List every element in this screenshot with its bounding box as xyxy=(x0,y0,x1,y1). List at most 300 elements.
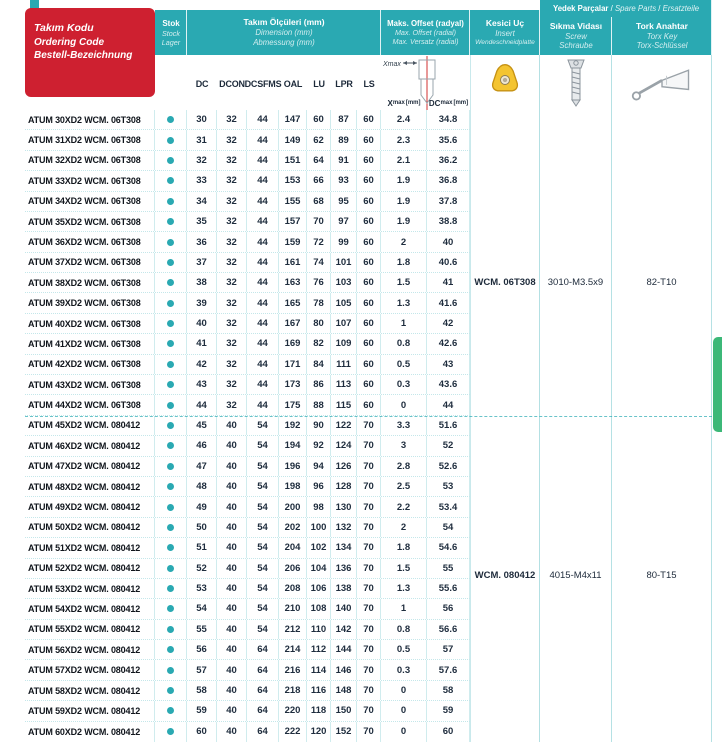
value-cell: 70 xyxy=(357,559,381,578)
value-cell: 52 xyxy=(187,559,217,578)
value-cell: 60 xyxy=(357,273,381,292)
value-cell: 2 xyxy=(381,518,427,537)
value-cell: 58 xyxy=(427,681,470,700)
value-cell: 146 xyxy=(331,660,357,679)
stock-dot xyxy=(167,728,174,735)
stock-cell xyxy=(155,620,187,639)
value-cell: 96 xyxy=(307,477,331,496)
value-cell: 212 xyxy=(279,620,307,639)
table-row xyxy=(25,375,470,395)
value-cell: 60 xyxy=(427,722,470,742)
table-row xyxy=(25,192,470,212)
value-cell: 45 xyxy=(187,416,217,435)
value-cell: 32 xyxy=(217,395,247,414)
value-cell: 2.2 xyxy=(381,497,427,516)
stock-cell xyxy=(155,273,187,292)
table-row xyxy=(25,660,470,680)
value-cell: 2.3 xyxy=(381,130,427,149)
value-cell: 1 xyxy=(381,599,427,618)
value-cell: 57 xyxy=(187,660,217,679)
value-cell: 40 xyxy=(217,416,247,435)
value-cell: 70 xyxy=(357,518,381,537)
value-cell: 72 xyxy=(307,232,331,251)
stock-dot xyxy=(167,483,174,490)
value-cell: 167 xyxy=(279,314,307,333)
value-cell: 44 xyxy=(247,130,279,149)
tool-code: ATUM 34XD2 WCM. 06T308 xyxy=(25,192,155,211)
value-cell: 70 xyxy=(357,497,381,516)
value-cell: 51.6 xyxy=(427,416,470,435)
screw-group-1: 3010-M3.5x9 xyxy=(547,277,604,288)
value-cell: 2.8 xyxy=(381,457,427,476)
table-row xyxy=(25,497,470,517)
value-cell: 32 xyxy=(217,130,247,149)
value-cell: 140 xyxy=(331,599,357,618)
value-cell: 40 xyxy=(217,620,247,639)
table-row xyxy=(25,212,470,232)
tool-code: ATUM 50XD2 WCM. 080412 xyxy=(25,518,155,537)
stock-dot xyxy=(167,687,174,694)
tool-code: ATUM 54XD2 WCM. 080412 xyxy=(25,599,155,618)
value-cell: 200 xyxy=(279,497,307,516)
header-insert: Kesici Uç Insert Wendeschneidplatte xyxy=(470,10,540,55)
value-cell: 1.9 xyxy=(381,212,427,231)
value-cell: 116 xyxy=(307,681,331,700)
value-cell: 60 xyxy=(357,334,381,353)
value-cell: 152 xyxy=(331,722,357,742)
value-cell: 60 xyxy=(187,722,217,742)
value-cell: 86 xyxy=(307,375,331,394)
col-header-oal: OAL xyxy=(283,79,303,89)
value-cell: 1.5 xyxy=(381,273,427,292)
value-cell: 1.9 xyxy=(381,171,427,190)
table-row xyxy=(25,579,470,599)
value-cell: 41 xyxy=(427,273,470,292)
stock-dot xyxy=(167,422,174,429)
stock-cell xyxy=(155,681,187,700)
value-cell: 54 xyxy=(247,579,279,598)
table-row xyxy=(25,293,470,313)
table-row xyxy=(25,681,470,701)
group-separator xyxy=(25,416,712,417)
stock-dot xyxy=(167,198,174,205)
value-cell: 32 xyxy=(217,293,247,312)
value-cell: 89 xyxy=(331,130,357,149)
value-cell: 36.2 xyxy=(427,151,470,170)
value-cell: 80 xyxy=(307,314,331,333)
value-cell: 40 xyxy=(217,640,247,659)
value-cell: 102 xyxy=(307,538,331,557)
value-cell: 87 xyxy=(331,110,357,129)
value-cell: 54 xyxy=(247,497,279,516)
value-cell: 70 xyxy=(357,701,381,720)
stock-cell xyxy=(155,416,187,435)
value-cell: 0.3 xyxy=(381,660,427,679)
tool-code: ATUM 57XD2 WCM. 080412 xyxy=(25,660,155,679)
screw-icon xyxy=(564,58,588,108)
value-cell: 220 xyxy=(279,701,307,720)
header-torx-key: Tork Anahtar Torx Key Torx-Schlüssel xyxy=(612,17,712,55)
tool-code: ATUM 44XD2 WCM. 06T308 xyxy=(25,395,155,414)
value-cell: 2.4 xyxy=(381,110,427,129)
value-cell: 44 xyxy=(247,192,279,211)
value-cell: 54 xyxy=(247,477,279,496)
table-row xyxy=(25,701,470,721)
value-cell: 64 xyxy=(247,681,279,700)
insert-group-2: WCM. 080412 xyxy=(474,570,536,581)
value-cell: 60 xyxy=(357,314,381,333)
value-cell: 53 xyxy=(427,477,470,496)
stock-cell xyxy=(155,477,187,496)
value-cell: 53.4 xyxy=(427,497,470,516)
value-cell: 60 xyxy=(357,151,381,170)
value-cell: 147 xyxy=(279,110,307,129)
value-cell: 43 xyxy=(187,375,217,394)
value-cell: 60 xyxy=(357,232,381,251)
value-cell: 206 xyxy=(279,559,307,578)
value-cell: 68 xyxy=(307,192,331,211)
value-cell: 32 xyxy=(217,232,247,251)
table-row xyxy=(25,416,470,436)
value-cell: 54 xyxy=(247,538,279,557)
stock-dot xyxy=(167,320,174,327)
value-cell: 60 xyxy=(307,110,331,129)
insert-group-1: WCM. 06T308 xyxy=(474,277,536,288)
value-cell: 163 xyxy=(279,273,307,292)
insert-column xyxy=(470,55,540,742)
value-cell: 44 xyxy=(247,232,279,251)
value-cell: 1.5 xyxy=(381,559,427,578)
value-cell: 106 xyxy=(307,579,331,598)
table-row xyxy=(25,232,470,252)
value-cell: 40 xyxy=(217,518,247,537)
value-cell: 157 xyxy=(279,212,307,231)
value-cell: 110 xyxy=(307,620,331,639)
value-cell: 0.5 xyxy=(381,640,427,659)
value-cell: 214 xyxy=(279,640,307,659)
value-cell: 149 xyxy=(279,130,307,149)
value-cell: 54 xyxy=(247,416,279,435)
value-cell: 44 xyxy=(247,375,279,394)
value-cell: 32 xyxy=(217,171,247,190)
value-cell: 44 xyxy=(247,293,279,312)
value-cell: 0.3 xyxy=(381,375,427,394)
value-cell: 49 xyxy=(187,497,217,516)
value-cell: 151 xyxy=(279,151,307,170)
value-cell: 97 xyxy=(331,212,357,231)
value-cell: 62 xyxy=(307,130,331,149)
tool-code: ATUM 52XD2 WCM. 080412 xyxy=(25,559,155,578)
tool-code: ATUM 45XD2 WCM. 080412 xyxy=(25,416,155,435)
stock-cell xyxy=(155,232,187,251)
value-cell: 36.8 xyxy=(427,171,470,190)
tool-code: ATUM 35XD2 WCM. 06T308 xyxy=(25,212,155,231)
value-cell: 138 xyxy=(331,579,357,598)
stock-cell xyxy=(155,457,187,476)
value-cell: 64 xyxy=(247,660,279,679)
value-cell: 150 xyxy=(331,701,357,720)
value-cell: 126 xyxy=(331,457,357,476)
col-header-lpr: LPR xyxy=(335,79,353,89)
value-cell: 51 xyxy=(187,538,217,557)
value-cell: 64 xyxy=(247,701,279,720)
value-cell: 0 xyxy=(381,722,427,742)
value-cell: 202 xyxy=(279,518,307,537)
value-cell: 44 xyxy=(247,171,279,190)
value-cell: 56 xyxy=(187,640,217,659)
value-cell: 173 xyxy=(279,375,307,394)
value-cell: 40 xyxy=(217,538,247,557)
stock-dot xyxy=(167,137,174,144)
value-cell: 120 xyxy=(307,722,331,742)
value-cell: 56.6 xyxy=(427,620,470,639)
value-cell: 44 xyxy=(247,151,279,170)
stock-dot xyxy=(167,157,174,164)
value-cell: 198 xyxy=(279,477,307,496)
value-cell: 32 xyxy=(217,334,247,353)
value-cell: 60 xyxy=(357,395,381,414)
stock-cell xyxy=(155,151,187,170)
value-cell: 42 xyxy=(187,355,217,374)
value-cell: 64 xyxy=(307,151,331,170)
value-cell: 165 xyxy=(279,293,307,312)
stock-dot xyxy=(167,300,174,307)
value-cell: 0.5 xyxy=(381,355,427,374)
value-cell: 47 xyxy=(187,457,217,476)
value-cell: 1.3 xyxy=(381,293,427,312)
value-cell: 101 xyxy=(331,253,357,272)
stock-dot xyxy=(167,259,174,266)
value-cell: 44 xyxy=(247,212,279,231)
value-cell: 94 xyxy=(307,457,331,476)
tool-code: ATUM 60XD2 WCM. 080412 xyxy=(25,722,155,742)
value-cell: 136 xyxy=(331,559,357,578)
value-cell: 48 xyxy=(187,477,217,496)
tool-code: ATUM 40XD2 WCM. 06T308 xyxy=(25,314,155,333)
value-cell: 216 xyxy=(279,660,307,679)
value-cell: 59 xyxy=(187,701,217,720)
value-cell: 54 xyxy=(247,620,279,639)
value-cell: 169 xyxy=(279,334,307,353)
value-cell: 40 xyxy=(217,681,247,700)
value-cell: 42.6 xyxy=(427,334,470,353)
stock-cell xyxy=(155,192,187,211)
value-cell: 60 xyxy=(357,171,381,190)
value-cell: 2 xyxy=(381,232,427,251)
stock-cell xyxy=(155,660,187,679)
value-cell: 50 xyxy=(187,518,217,537)
value-cell: 118 xyxy=(307,701,331,720)
torx-key-icon xyxy=(630,64,694,104)
value-cell: 70 xyxy=(357,436,381,455)
value-cell: 40 xyxy=(217,436,247,455)
value-cell: 76 xyxy=(307,273,331,292)
value-cell: 34.8 xyxy=(427,110,470,129)
stock-cell xyxy=(155,212,187,231)
value-cell: 114 xyxy=(307,660,331,679)
value-cell: 74 xyxy=(307,253,331,272)
value-cell: 70 xyxy=(357,660,381,679)
tool-code: ATUM 30XD2 WCM. 06T308 xyxy=(25,110,155,129)
value-cell: 40 xyxy=(217,599,247,618)
value-cell: 58 xyxy=(187,681,217,700)
table-row xyxy=(25,477,470,497)
value-cell: 39 xyxy=(187,293,217,312)
stock-dot xyxy=(167,565,174,572)
stock-cell xyxy=(155,436,187,455)
value-cell: 36 xyxy=(187,232,217,251)
stock-dot xyxy=(167,524,174,531)
page-edge-tab xyxy=(713,337,722,432)
value-cell: 222 xyxy=(279,722,307,742)
stock-cell xyxy=(155,497,187,516)
value-cell: 40 xyxy=(187,314,217,333)
value-cell: 0 xyxy=(381,681,427,700)
stock-cell xyxy=(155,314,187,333)
value-cell: 91 xyxy=(331,151,357,170)
stock-dot xyxy=(167,402,174,409)
table-row xyxy=(25,620,470,640)
table-row xyxy=(25,110,470,130)
table-row xyxy=(25,559,470,579)
value-cell: 111 xyxy=(331,355,357,374)
value-cell: 148 xyxy=(331,681,357,700)
tool-code: ATUM 31XD2 WCM. 06T308 xyxy=(25,130,155,149)
value-cell: 55 xyxy=(427,559,470,578)
value-cell: 40 xyxy=(217,457,247,476)
value-cell: 41 xyxy=(187,334,217,353)
header-stock: Stok Stock Lager xyxy=(155,10,187,55)
value-cell: 0 xyxy=(381,395,427,414)
value-cell: 132 xyxy=(331,518,357,537)
value-cell: 40 xyxy=(217,497,247,516)
value-cell: 44 xyxy=(247,395,279,414)
stock-cell xyxy=(155,579,187,598)
stock-cell xyxy=(155,701,187,720)
value-cell: 112 xyxy=(307,640,331,659)
stock-dot xyxy=(167,116,174,123)
value-cell: 142 xyxy=(331,620,357,639)
value-cell: 70 xyxy=(357,477,381,496)
value-cell: 109 xyxy=(331,334,357,353)
value-cell: 56 xyxy=(427,599,470,618)
stock-dot xyxy=(167,442,174,449)
value-cell: 40 xyxy=(217,660,247,679)
value-cell: 1.9 xyxy=(381,192,427,211)
value-cell: 33 xyxy=(187,171,217,190)
value-cell: 32 xyxy=(217,212,247,231)
table-row xyxy=(25,273,470,293)
value-cell: 59 xyxy=(427,701,470,720)
value-cell: 32 xyxy=(217,375,247,394)
value-cell: 52 xyxy=(427,436,470,455)
stock-cell xyxy=(155,171,187,190)
value-cell: 0 xyxy=(381,701,427,720)
value-cell: 122 xyxy=(331,416,357,435)
value-cell: 44 xyxy=(247,334,279,353)
stock-cell xyxy=(155,599,187,618)
stock-dot xyxy=(167,667,174,674)
value-cell: 60 xyxy=(357,130,381,149)
value-cell: 38.8 xyxy=(427,212,470,231)
stock-cell xyxy=(155,538,187,557)
value-cell: 88 xyxy=(307,395,331,414)
table-row xyxy=(25,395,470,415)
value-cell: 210 xyxy=(279,599,307,618)
table-body xyxy=(25,110,470,742)
stock-cell xyxy=(155,395,187,414)
table-row xyxy=(25,457,470,477)
table-row xyxy=(25,722,470,742)
table-row xyxy=(25,436,470,456)
value-cell: 40 xyxy=(217,701,247,720)
value-cell: 70 xyxy=(357,579,381,598)
value-cell: 57 xyxy=(427,640,470,659)
col-header-lu: LU xyxy=(313,79,325,89)
stock-dot xyxy=(167,361,174,368)
value-cell: 54 xyxy=(247,599,279,618)
tool-code: ATUM 32XD2 WCM. 06T308 xyxy=(25,151,155,170)
tool-code: ATUM 46XD2 WCM. 080412 xyxy=(25,436,155,455)
value-cell: 115 xyxy=(331,395,357,414)
value-cell: 44 xyxy=(247,314,279,333)
value-cell: 54 xyxy=(247,518,279,537)
stock-cell xyxy=(155,518,187,537)
diagram-xmax-label: Xmax xyxy=(383,61,401,68)
value-cell: 155 xyxy=(279,192,307,211)
ordering-code-title-tr: Takım Kodu xyxy=(34,22,94,34)
value-cell: 31 xyxy=(187,130,217,149)
stock-dot xyxy=(167,605,174,612)
value-cell: 40 xyxy=(427,232,470,251)
value-cell: 161 xyxy=(279,253,307,272)
value-cell: 38 xyxy=(187,273,217,292)
header-max-offset: Maks. Offset (radyal) Max. Offset (radial) Max. Versatz (radial) xyxy=(381,10,470,55)
value-cell: 43 xyxy=(427,355,470,374)
value-cell: 130 xyxy=(331,497,357,516)
value-cell: 70 xyxy=(357,599,381,618)
value-cell: 54.6 xyxy=(427,538,470,557)
table-row xyxy=(25,171,470,191)
value-cell: 35.6 xyxy=(427,130,470,149)
value-cell: 37 xyxy=(187,253,217,272)
value-cell: 100 xyxy=(307,518,331,537)
stock-dot xyxy=(167,177,174,184)
table-row xyxy=(25,151,470,171)
value-cell: 105 xyxy=(331,293,357,312)
value-cell: 60 xyxy=(357,355,381,374)
value-cell: 40 xyxy=(217,477,247,496)
value-cell: 70 xyxy=(357,722,381,742)
tool-code: ATUM 55XD2 WCM. 080412 xyxy=(25,620,155,639)
value-cell: 153 xyxy=(279,171,307,190)
value-cell: 30 xyxy=(187,110,217,129)
table-row xyxy=(25,518,470,538)
value-cell: 204 xyxy=(279,538,307,557)
tool-code: ATUM 39XD2 WCM. 06T308 xyxy=(25,293,155,312)
torx-group-2: 80-T15 xyxy=(646,570,677,581)
value-cell: 54 xyxy=(247,457,279,476)
stock-dot xyxy=(167,340,174,347)
tool-code: ATUM 33XD2 WCM. 06T308 xyxy=(25,171,155,190)
value-cell: 32 xyxy=(217,110,247,129)
value-cell: 108 xyxy=(307,599,331,618)
value-cell: 99 xyxy=(331,232,357,251)
value-cell: 40 xyxy=(217,722,247,742)
value-cell: 144 xyxy=(331,640,357,659)
table-row xyxy=(25,538,470,558)
value-cell: 196 xyxy=(279,457,307,476)
